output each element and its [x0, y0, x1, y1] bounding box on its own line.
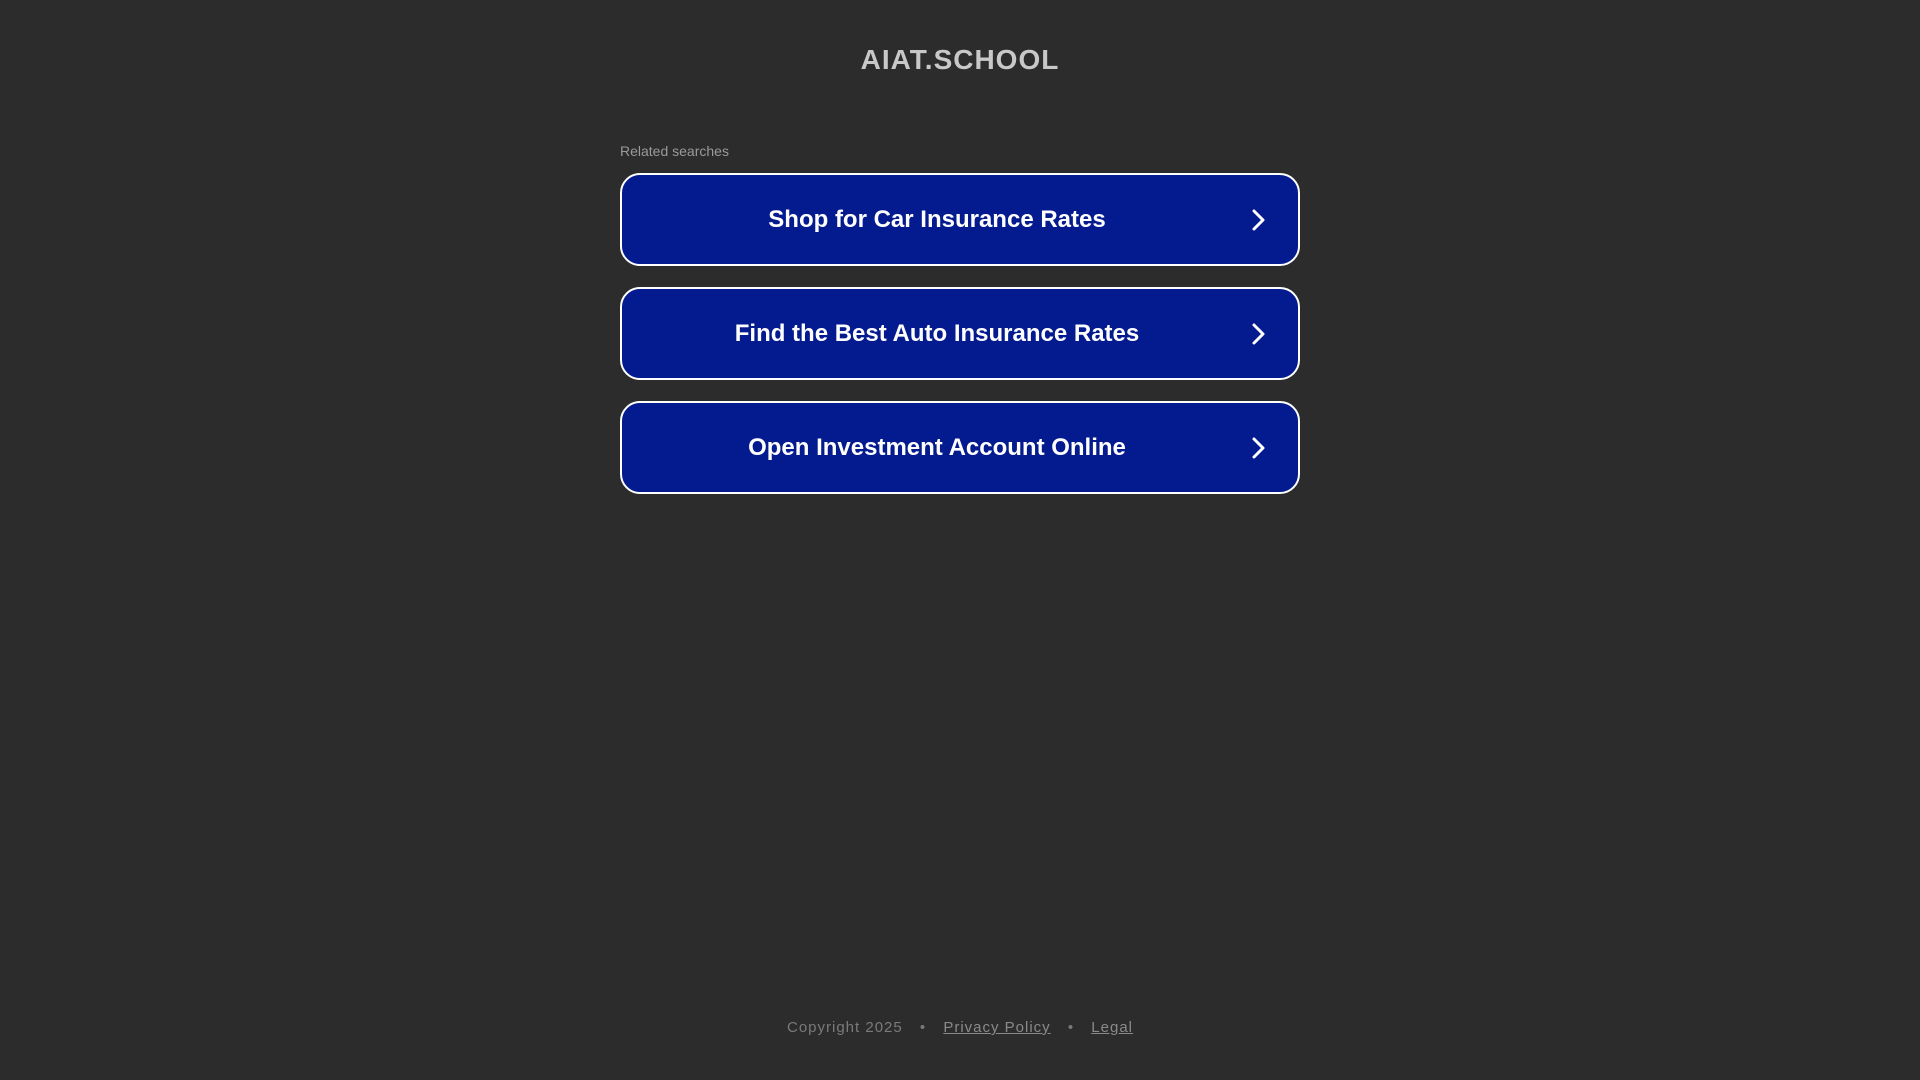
related-searches-label: Related searches — [620, 143, 729, 159]
footer — [0, 1019, 1920, 1036]
chevron-right-icon — [1246, 436, 1270, 460]
chevron-right-icon — [1246, 322, 1270, 346]
footer-separator: • — [919, 1019, 927, 1036]
privacy-policy-link[interactable]: Privacy Policy — [943, 1019, 1051, 1036]
related-searches — [620, 143, 1300, 515]
search-link-auto-insurance[interactable] — [620, 287, 1300, 380]
search-link-label: Shop for Car Insurance Rates — [768, 205, 1106, 233]
legal-link[interactable]: Legal — [1091, 1019, 1133, 1036]
chevron-right-icon — [1246, 208, 1270, 232]
search-link-label: Open Investment Account Online — [748, 433, 1126, 461]
footer-separator: • — [1067, 1019, 1075, 1036]
search-link-label: Find the Best Auto Insurance Rates — [734, 319, 1140, 347]
search-link-investment-account[interactable] — [620, 401, 1300, 494]
site-title: AIAT.SCHOOL — [860, 44, 1060, 75]
copyright-text: Copyright 2025 — [786, 1019, 903, 1036]
search-link-car-insurance[interactable] — [620, 173, 1300, 266]
